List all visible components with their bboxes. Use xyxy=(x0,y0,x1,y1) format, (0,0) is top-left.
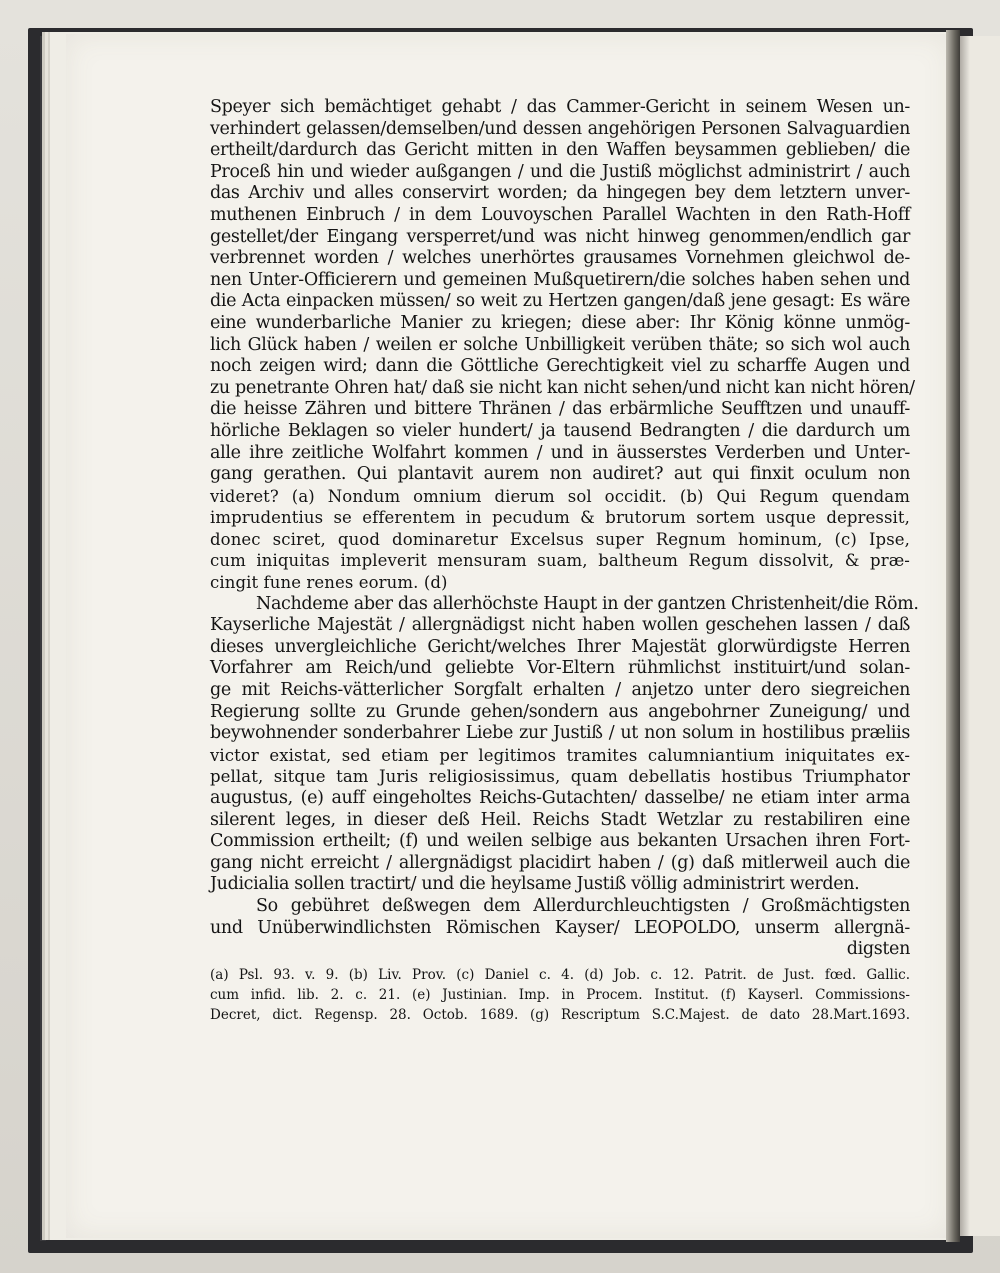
footnote-line: cum infid. lib. 2. c. 21. (e) Justinian. Imp. in Procem. Institut. (f) Kayserl. Commissions- xyxy=(210,986,910,1003)
text-line: muthenen Einbruch / in dem Louvoyschen Parallel Wachten in den Rath-Hoff xyxy=(210,204,910,225)
text-line: hörliche Beklagen so vieler hundert/ ja tausend Bedrangten / die dardurch um xyxy=(210,420,910,441)
text-line: noch zeigen wird; dann die Göttliche Gerechtigkeit viel zu scharffe Augen und xyxy=(210,356,910,377)
text-line: Commission ertheilt; (f) und weilen selbige aus bekanten Ursachen ihren Fort- xyxy=(210,831,910,852)
text-line: beywohnender sonderbahrer Liebe zur Justiß / ut non solum in hostilibus præliis xyxy=(210,723,910,744)
text-line: zu penetrante Ohren hat/ daß sie nicht kan nicht sehen/und nicht kan nicht hören/ xyxy=(210,377,915,398)
text-line: Kayserliche Majestät / allergnädigst nicht haben wollen geschehen lassen / daß xyxy=(210,615,910,636)
footnotes xyxy=(210,965,910,1025)
catchword: digsten xyxy=(846,939,910,960)
text-line: lich Glück haben / weilen er solche Unbilligkeit verüben thäte; so sich wol auch xyxy=(210,334,910,355)
text-line: nen Unter-Officierern und gemeinen Mußquetirern/die solches haben sehen und xyxy=(210,269,910,290)
text-line: gestellet/der Eingang versperret/und was nicht hinweg genommen/endlich gar xyxy=(210,226,910,247)
text-line: pellat, sitque tam Juris religiosissimus, quam debellatis hostibus Triumphator xyxy=(210,767,910,787)
page-text xyxy=(210,97,919,1025)
facing-page-shadow xyxy=(960,36,970,1236)
text-line: victor existat, sed etiam per legitimos tramites calumniantium iniquitates ex- xyxy=(210,745,910,765)
text-line: Speyer sich bemächtiget gehabt / das Cammer-Gericht in seinem Wesen un- xyxy=(210,97,910,117)
text-line: dieses unvergleichliche Gericht/welches Ihrer Majestät glorwürdigste Herren xyxy=(210,636,910,657)
text-line: Regierung sollte zu Grunde gehen/sondern aus angebohrner Zuneigung/ und xyxy=(210,701,910,722)
text-line: silerent leges, in dieser deß Heil. Reichs Stadt Wetzlar zu restabiliren eine xyxy=(210,809,910,830)
text-line: die Acta einpacken müssen/ so weit zu Hertzen gangen/daß jene gesagt: Es wäre xyxy=(210,291,910,312)
text-line: verbrennet worden / welches unerhörtes grausames Vornehmen gleichwol de- xyxy=(210,248,910,269)
text-line: ertheilt/dardurch das Gericht mitten in den Waffen beysammen geblieben/ die xyxy=(210,140,910,161)
text-line: und Unüberwindlichsten Römischen Kayser/ LEOPOLDO, unserm allergnä- xyxy=(210,917,910,938)
paragraph-start: Nachdeme aber das allerhöchste Haupt in der gantzen Christenheit/die Röm. xyxy=(256,593,919,614)
book-gutter xyxy=(946,30,960,1242)
text-line: Proceß hin und wieder außgangen / und die Justiß möglichst administrirt / auch xyxy=(210,161,910,182)
paragraph-start: So gebühret deßwegen dem Allerdurchleuchtigsten / Großmächtigsten xyxy=(256,895,910,916)
text-line: ge mit Reichs-vätterlicher Sorgfalt erhalten / anjetzo unter dero siegreichen xyxy=(210,680,910,701)
text-line: augustus, (e) auff eingeholtes Reichs-Gutachten/ dasselbe/ ne etiam inter arma xyxy=(210,788,910,808)
text-line: videret? (a) Nondum omnium dierum sol occidit. (b) Qui Regum quendam xyxy=(210,486,910,506)
text-line: das Archiv und alles conservirt worden; da hingegen bey dem letztern unver- xyxy=(210,183,910,204)
text-line: gang nicht erreicht / allergnädigst placidirt haben / (g) daß mitlerweil auch die xyxy=(210,852,910,873)
text-line: eine wunderbarliche Manier zu kriegen; diese aber: Ihr König könne unmög- xyxy=(210,312,910,333)
text-line: imprudentius se efferentem in pecudum & brutorum sortem usque depressit, xyxy=(210,508,910,528)
text-line: Vorfahrer am Reich/und geliebte Vor-Eltern rühmlichst instituirt/und solan- xyxy=(210,658,910,679)
text-line: donec sciret, quod dominaretur Excelsus super Regnum hominum, (c) Ipse, xyxy=(210,529,910,549)
cover-edge xyxy=(40,36,46,1241)
text-line: gang gerathen. Qui plantavit aurem non audiret? aut qui finxit oculum non xyxy=(210,464,910,485)
text-line: alle ihre zeitliche Wolfahrt kommen / und in äusserstes Verderben und Unter- xyxy=(210,442,910,463)
text-line: die heisse Zähren und bittere Thränen / das erbärmliche Seufftzen und unauff- xyxy=(210,399,910,420)
text-line: cingit fune renes eorum. (d) xyxy=(210,573,448,593)
footnote-line: Decret, dict. Regensp. 28. Octob. 1689. (g) Rescriptum S.C.Majest. de dato 28.Mart.1693. xyxy=(210,1006,910,1023)
text-line: Judicialia sollen tractirt/ und die heylsame Justiß völlig administrirt werden. xyxy=(210,874,860,895)
footnote-line: (a) Psl. 93. v. 9. (b) Liv. Prov. (c) Daniel c. 4. (d) Job. c. 12. Patrit. de Just. fœd. Gallic. xyxy=(210,966,910,983)
text-line: verhindert gelassen/demselben/und dessen angehörigen Personen Salvaguardien xyxy=(210,118,910,139)
text-line: cum iniquitas impleverit mensuram suam, baltheum Regum dissolvit, & præ- xyxy=(210,551,910,571)
